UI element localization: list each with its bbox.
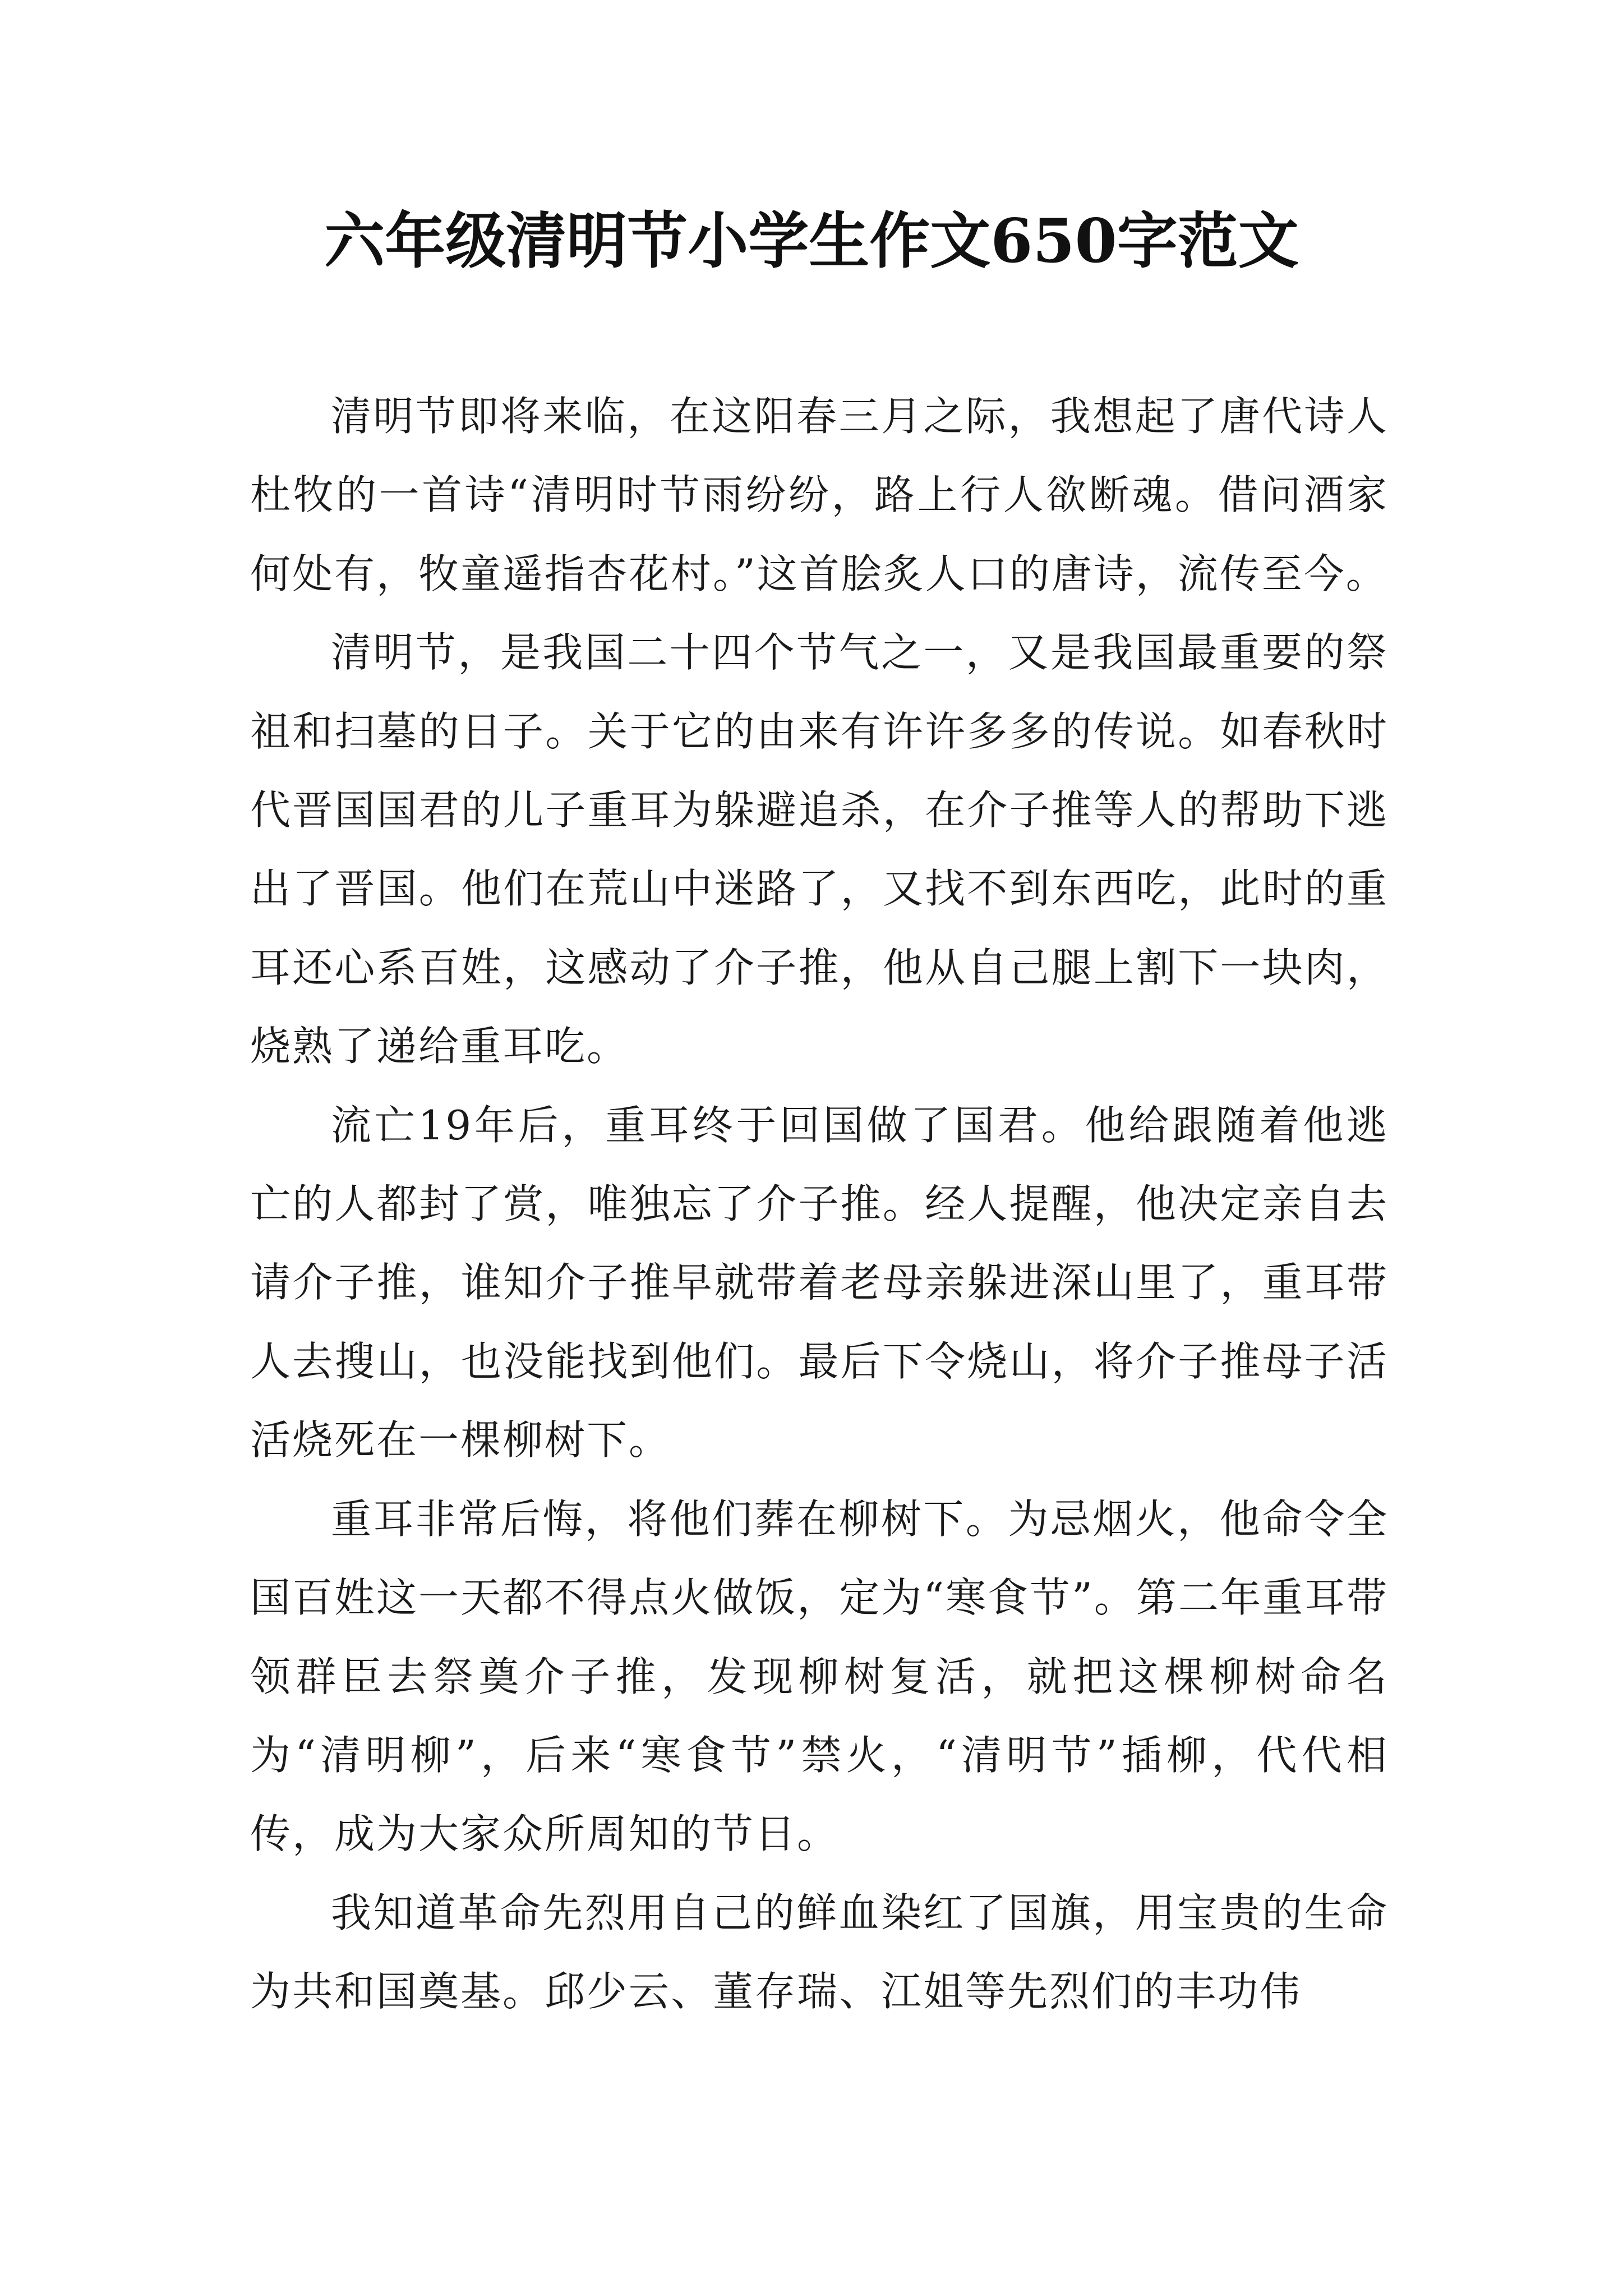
document-body	[250, 377, 1389, 2031]
paragraph-5: 我知道革命先烈用自己的鲜血染红了国旗，用宝贵的生命为共和国奠基。邱少云、董存瑞、江姐等先烈们的丰功伟	[250, 1889, 1389, 2016]
paragraph-1: 清明节即将来临，在这阳春三月之际，我想起了唐代诗人杜牧的一首诗“清明时节雨纷纷，路上行人欲断魂。借问酒家何处有，牧童遥指杏花村。”这首脍炙人口的唐诗，流传至今。	[250, 393, 1389, 597]
paragraph-4: 重耳非常后悔，将他们葬在柳树下。为忌烟火，他命令全国百姓这一天都不得点火做饭，定为“寒食节”。第二年重耳带领群臣去祭奠介子推，发现柳树复活，就把这棵柳树命名为“清明柳”，后来“寒食节”禁火，“清明节”插柳，代代相传，成为大家众所周知的节日。	[250, 1495, 1389, 1858]
document-title: 六年级清明节小学生作文650字范文	[324, 206, 1299, 277]
paragraph-3: 流亡19年后，重耳终于回国做了国君。他给跟随着他逃亡的人都封了赏，唯独忘了介子推。经人提醒，他决定亲自去请介子推，谁知介子推早就带着老母亲躲进深山里了，重耳带人去搜山，也没能找到他们。最后下令烧山，将介子推母子活活烧死在一棵柳树下。	[250, 1101, 1389, 1464]
paragraph-2: 清明节，是我国二十四个节气之一，又是我国最重要的祭祖和扫墓的日子。关于它的由来有许许多多的传说。如春秋时代晋国国君的儿子重耳为躲避追杀，在介子推等人的帮助下逃出了晋国。他们在荒山中迷路了，又找不到东西吃，此时的重耳还心系百姓，这感动了介子推，他从自己腿上割下一块肉，烧熟了递给重耳吃。	[250, 629, 1389, 1070]
